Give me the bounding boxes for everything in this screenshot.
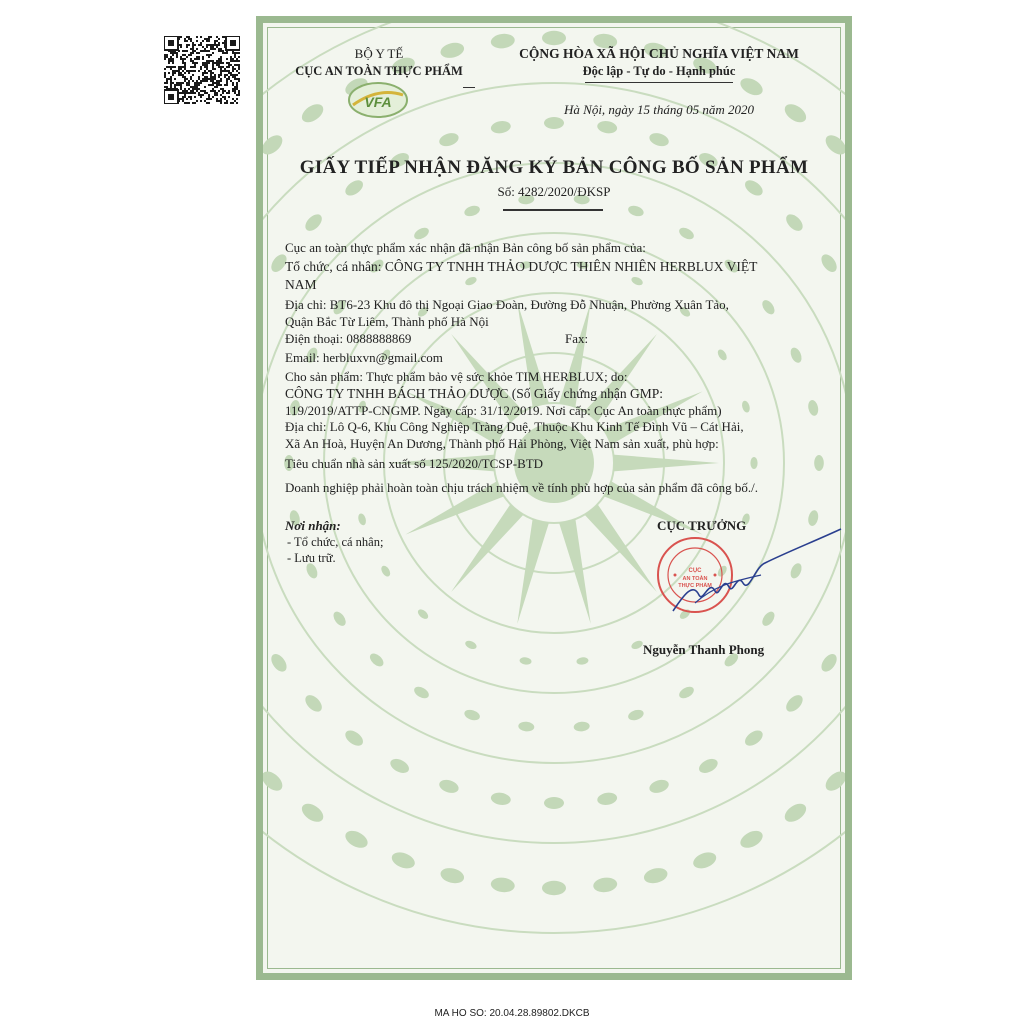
body-line: Tiêu chuẩn nhà sản xuất số 125/2020/TCSP-BTD [285, 456, 544, 471]
body-line: Địa chỉ: BT6-23 Khu đô thị Ngoại Giao Đoàn, Đường Đỗ Nhuận, Phường Xuân Tảo, [285, 297, 729, 312]
title-divider [503, 209, 603, 211]
body-line: Doanh nghiệp phải hoàn toàn chịu trách nhiệm về tính phù hợp của sản phẩm đã công bố./. [285, 480, 758, 495]
body-line: Cho sản phẩm: Thực phẩm bảo vệ sức khỏe TIM HERBLUX; do: [285, 369, 628, 384]
body-line: Điện thoại: 0888888869 [285, 331, 412, 346]
signer-name: Nguyễn Thanh Phong [643, 642, 765, 657]
vfa-logo [347, 81, 409, 119]
body-line: Cục an toàn thực phẩm xác nhận đã nhận Bản công bố sản phẩm của: [285, 240, 646, 255]
issue-date: Hà Nội, ngày 15 tháng 05 năm 2020 [564, 102, 754, 117]
body-line: 119/2019/ATTP-CNGMP. Ngày cấp: 31/12/2019. Nơi cấp: Cục An toàn thực phẩm) [285, 403, 722, 418]
body-line: Email: herbluxvn@gmail.com [285, 350, 443, 365]
body-line: Xã An Hoà, Huyện An Dương, Thành phố Hải Phòng, Việt Nam sản xuất, phù hợp: [285, 436, 719, 451]
body-line: CÔNG TY TNHH BÁCH THẢO DƯỢC (Số Giấy chứng nhận GMP: [285, 386, 664, 401]
file-code: MA HO SO: 20.04.28.89802.DKCB [434, 1008, 590, 1019]
qr-code [164, 36, 240, 104]
body-line: Quận Bắc Từ Liêm, Thành phố Hà Nội [285, 314, 489, 329]
recipient-item: - Lưu trữ. [287, 551, 336, 565]
svg-text:VFA: VFA [364, 94, 392, 110]
body-line: Tổ chức, cá nhân: CÔNG TY TNHH THẢO DƯỢC THIÊN NHIÊN HERBLUX VIỆT [285, 259, 758, 274]
document-title: GIẤY TIẾP NHẬN ĐĂNG KÝ BẢN CÔNG BỐ SẢN PHẨM [299, 157, 809, 178]
agency-name: CỤC AN TOÀN THỰC PHẨM [295, 64, 463, 78]
body-line: NAM [285, 277, 317, 292]
logo-underline [463, 87, 475, 88]
svg-text:AN TOÀN: AN TOÀN [682, 576, 708, 582]
certificate-frame [256, 16, 852, 980]
ministry-name: BỘ Y TẾ [354, 46, 404, 61]
handwritten-signature [665, 523, 845, 623]
motto-underline [585, 82, 733, 83]
recipient-item: - Tổ chức, cá nhân; [287, 535, 384, 549]
svg-text:CỤC: CỤC [688, 568, 702, 574]
country-name: CỘNG HÒA XÃ HỘI CHỦ NGHĨA VIỆT NAM [519, 46, 799, 61]
recipients-heading: Nơi nhận: [285, 518, 341, 533]
fax-label: Fax: [565, 331, 589, 346]
svg-text:THỰC PHẨM: THỰC PHẨM [678, 583, 712, 589]
body-line: Địa chỉ: Lô Q-6, Khu Công Nghiệp Tràng Duệ, Thuộc Khu Kinh Tế Đình Vũ – Cát Hải, [285, 419, 744, 434]
certificate-content [263, 23, 845, 973]
document-number: Số: 4282/2020/ĐKSP [497, 184, 611, 199]
signer-title: CỤC TRƯỞNG [657, 518, 747, 533]
national-motto: Độc lập - Tự do - Hạnh phúc [582, 64, 736, 78]
